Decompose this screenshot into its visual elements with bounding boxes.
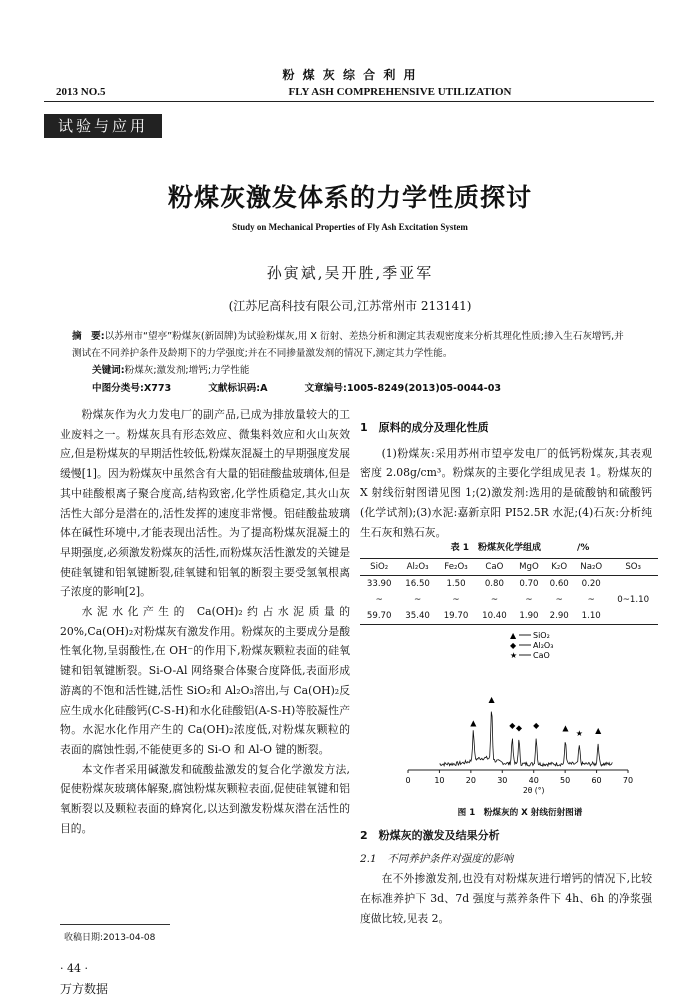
- table-1-caption: 表 1 粉煤灰化学组成 /%: [450, 543, 590, 553]
- table-cell: [608, 608, 658, 625]
- classification-meta: [92, 380, 535, 394]
- table-cell: ~: [490, 595, 499, 605]
- x-tick-label: 20: [465, 776, 476, 785]
- intro-paragraph-2: 水泥水化产生的 Ca(OH)₂约占水泥质量的 20%,Ca(OH)₂对粉煤灰有激发作用。粉煤灰的主要成分是酸性氧化物,呈弱酸性,在 OH⁻的作用下,粉煤灰颗粒表面的硅氧键和铝氧键断裂。Si-O-Al 网络聚合体聚合度降低,表面形成游离的不饱和活性键,活性 SiO₂和 Al₂O₃溶出,与 Ca(OH)₂反应生成水化硅酸钙(C-S-H)和水化硅酸铝(A-S-H)等胶凝性产物。水泥水化作用产生的 Ca(OH)₂浓度低,对粉煤灰颗粒的表面的腐蚀性弱,不能使更多的 Si-O 和 Al-O 键的断裂。: [60, 605, 350, 756]
- table-cell: 59.70: [366, 611, 392, 621]
- table-header-cell: CaO: [485, 562, 504, 572]
- legend-symbol: ★: [510, 651, 518, 660]
- doc-code-value: A: [260, 383, 268, 394]
- page-number: · 44 ·: [60, 962, 88, 975]
- peak-marker: ◆: [509, 721, 516, 730]
- left-column: [60, 405, 350, 838]
- table-cell: ~: [414, 595, 422, 605]
- legend-label: SiO₂: [533, 631, 550, 640]
- section-heading-2: 2 粉煤灰的激发及结果分析: [360, 829, 500, 842]
- table-cell: ~: [525, 595, 533, 605]
- header-divider: [44, 101, 654, 102]
- x-tick-label: 40: [528, 776, 539, 785]
- peak-marker: ▲: [562, 723, 569, 733]
- table-header-cell: Al₂O₃: [406, 562, 429, 572]
- authors: 孙寅斌,吴开胜,季亚军: [266, 264, 434, 282]
- table-header-cell: MgO: [519, 562, 539, 572]
- table-header-cell: Fe₂O₃: [444, 562, 468, 572]
- table-cell: ~: [587, 595, 595, 605]
- table-cell: 0.20: [581, 579, 601, 589]
- article-title-en: Study on Mechanical Properties of Fly Ash Excitation System: [232, 222, 468, 232]
- doc-code-label: 文献标识码:: [208, 383, 261, 394]
- table-cell: 0.60: [549, 579, 569, 589]
- abstract-label: 摘 要:: [72, 331, 105, 342]
- subsection-heading-2-1: 2.1 不同养护条件对强度的影响: [360, 852, 514, 865]
- legend-symbol: ▲: [510, 631, 517, 640]
- table-cell: 33.90: [366, 579, 392, 589]
- x-tick-label: 0: [405, 776, 411, 785]
- table-cell: ~: [555, 595, 563, 605]
- article-no-label: 文章编号:: [304, 383, 347, 394]
- table-cell: ~: [452, 595, 460, 605]
- right-column-bottom: [360, 826, 652, 929]
- keywords-label: 关键词:: [92, 365, 125, 376]
- x-tick-label: 30: [497, 776, 508, 785]
- materials-paragraph: (1)粉煤灰:采用苏州市望亭发电厂的低钙粉煤灰,其表观密度 2.08g/cm³。粉煤灰的主要化学组成见表 1。粉煤灰的 X 射线衍射图谱见图 1;(2)激发剂:选用的是硫酸钠和硫酸钙(化学试剂);(3)水泥:嘉新京阳 PI52.5R 水泥;(4)石灰:分析纯生石灰和熟石灰。: [360, 446, 652, 539]
- journal-name-cn: 粉 煤 灰 综 合 利 用: [282, 68, 418, 82]
- peak-marker: ▲: [470, 718, 477, 728]
- table-cell: ~: [375, 595, 383, 605]
- table-cell: 1.50: [446, 579, 466, 589]
- peak-marker: ◆: [515, 723, 523, 733]
- table-cell: [608, 576, 658, 593]
- table-cell: 0~1.10: [617, 595, 650, 605]
- abstract-text: 以苏州市“望亭”粉煤灰(新固牌)为试验粉煤灰,用 X 衍射、差热分析和测定其表观密度来分析其理化性质;掺入生石灰增钙,并测试在不同养护条件及龄期下的力学强度;并在不同掺量激发剂的情况下,测定其力学性能。: [72, 331, 624, 359]
- section-heading-1: 1 原料的成分及理化性质: [360, 421, 489, 434]
- footnote-divider: [60, 924, 170, 925]
- x-tick-label: 60: [591, 776, 602, 785]
- table-header-cell: Na₂O: [580, 562, 603, 572]
- legend-label: CaO: [533, 651, 550, 660]
- xrd-series-line: [439, 712, 612, 766]
- article-title: 粉煤灰激发体系的力学性质探讨: [167, 183, 532, 212]
- table-header-cell: K₂O: [551, 562, 568, 572]
- table-cell: 0.70: [519, 579, 539, 589]
- figure-1-caption: 图 1 粉煤灰的 X 射线衍射图谱: [457, 808, 583, 818]
- table-cell: 1.10: [581, 611, 601, 621]
- table-row: [360, 608, 658, 625]
- clc-label: 中图分类号:: [92, 383, 144, 394]
- xrd-chart: [360, 628, 660, 800]
- x-axis-label: 2θ (°): [523, 786, 545, 795]
- table-cell: 10.40: [482, 611, 507, 621]
- abstract: [72, 328, 632, 379]
- table-cell: 0.80: [484, 579, 504, 589]
- table-cell: 19.70: [443, 611, 469, 621]
- curing-paragraph: 在不外掺激发剂,也没有对粉煤灰进行增钙的情况下,比较在标准养护下 3d、7d 强度与蒸养条件下 4h、6h 的净浆强度做比较,见表 2。: [360, 872, 652, 925]
- table-cell: 2.90: [549, 611, 569, 621]
- database-watermark: 万方数据: [60, 982, 109, 996]
- peak-marker: ▲: [488, 695, 495, 704]
- table-cell: 1.90: [519, 611, 539, 621]
- table-cell: 35.40: [405, 611, 430, 621]
- affiliation: (江苏尼高科技有限公司,江苏常州市 213141): [228, 299, 472, 313]
- table-header-cell: SiO₂: [370, 562, 389, 572]
- x-tick-label: 10: [434, 776, 445, 785]
- x-tick-label: 50: [560, 776, 571, 785]
- table-header-cell: SO₃: [625, 562, 641, 572]
- section-tag: 试验与应用: [44, 114, 162, 138]
- right-column-top: [360, 418, 652, 542]
- keywords: 粉煤灰;激发剂;增钙;力学性能: [124, 365, 250, 376]
- peak-marker: ◆: [533, 721, 540, 730]
- intro-paragraph-3: 本文作者采用碱激发和硫酸盐激发的复合化学激发方法,促使粉煤灰玻璃体解聚,腐蚀粉煤灰颗粒表面,促使硅氧键和铝氧断裂以及颗粒表面的蜂窝化,以达到激发粉煤灰潜在活性的目的。: [60, 762, 350, 835]
- journal-name-en: FLY ASH COMPREHENSIVE UTILIZATION: [288, 86, 512, 98]
- table-row: [360, 576, 658, 593]
- legend-label: Al₂O₃: [533, 641, 554, 650]
- peak-marker: ▲: [595, 726, 602, 736]
- intro-paragraph-1: 粉煤灰作为火力发电厂的副产品,已成为排放量较大的工业废料之一。粉煤灰具有形态效应、微集料效应和火山灰效应,但是粉煤灰的早期活性较低,粉煤灰混凝土的早期强度发展缓慢[1]。因为粉煤灰中虽然含有大量的铝硅酸盐玻璃体,但是其中硅酸根离子聚合度高,结构致密,化学性质稳定,其火山灰活性大部分是潜在的,活性发挥的速度非常慢。铝硅酸盐玻璃体在碱性环境中,才能表现出活性。为了提高粉煤灰混凝土的早期强度,必须激发粉煤灰的活性,而粉煤灰活性激发的关键是使硅氧键和铝氧键断裂,硅氧键和铝氧的断裂主要受氢氧根离子浓度的影响[2]。: [60, 408, 350, 599]
- x-tick-label: 70: [622, 776, 634, 785]
- received-date: 收稿日期:2013-04-08: [64, 933, 156, 943]
- clc-value: X773: [143, 383, 172, 394]
- legend-symbol: ◆: [510, 641, 517, 650]
- peak-marker: ★: [575, 728, 583, 738]
- chemical-composition-table: [360, 558, 658, 625]
- issue-label: 2013 NO.5: [56, 86, 106, 98]
- table-row: [360, 592, 658, 608]
- table-cell: 16.50: [405, 579, 430, 589]
- article-no-value: 1005-8249(2013)05-0044-03: [346, 383, 502, 394]
